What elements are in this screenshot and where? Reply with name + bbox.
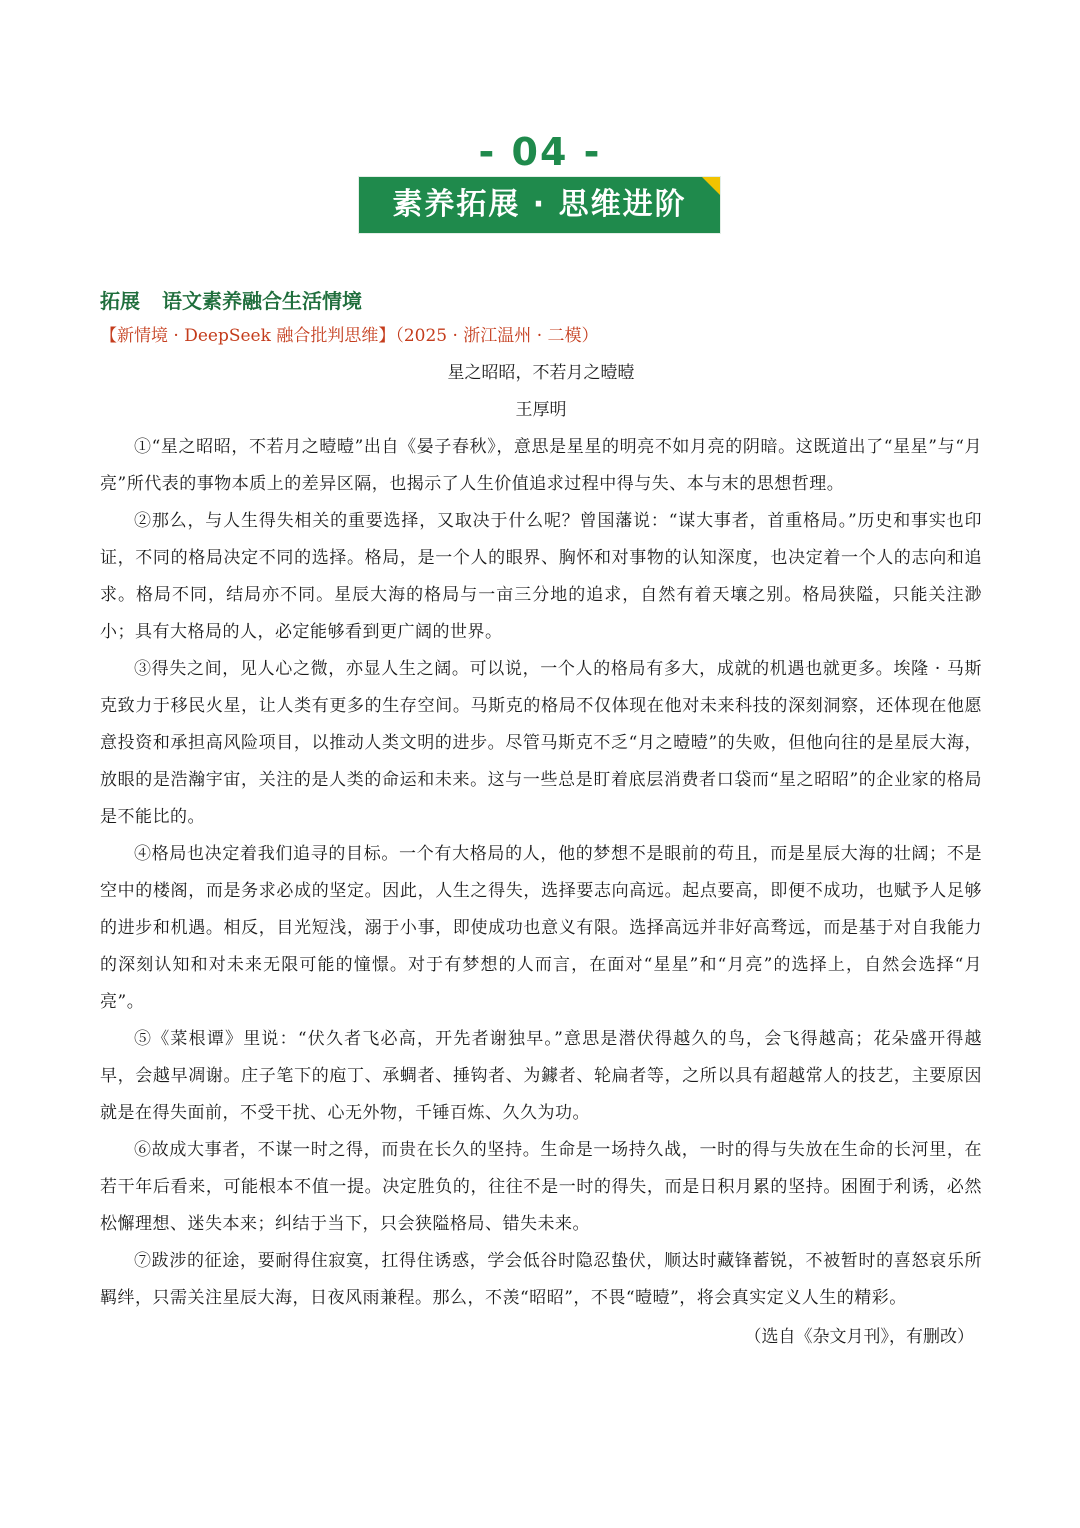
main-content <box>100 285 982 1356</box>
essay-paragraph-2: ②那么，与人生得失相关的重要选择，又取决于什么呢？曾国藩说：“谋大事者，首重格局。”历史和事实也印证，不同的格局决定不同的选择。格局，是一个人的眼界、胸怀和对事物的认知深度，也决定着一个人的志向和追求。格局不同，结局亦不同。星辰大海的格局与一亩三分地的追求，自然有着天壤之别。格局狭隘，只能关注渺小；具有大格局的人，必定能够看到更广阔的世界。 <box>100 511 982 642</box>
context-label: 【新情境 · DeepSeek 融合批判思维】 <box>100 326 396 346</box>
essay-paragraph-7: ⑦跋涉的征途，要耐得住寂寞，扛得住诱惑，学会低谷时隐忍蛰伏，顺达时藏锋蓄锐，不被暂时的喜怒哀乐所羁绊，只需关注星辰大海，日夜风雨兼程。那么，不羡“昭昭”，不畏“曀曀”，将会真实定义人生的精彩。 <box>100 1251 982 1308</box>
banner-corner-decoration <box>702 177 720 195</box>
topic-tag: 拓展 <box>100 289 140 313</box>
essay-paragraph-1: ①“星之昭昭，不若月之曀曀”出自《晏子春秋》，意思是星星的明亮不如月亮的阴暗。这既道出了“星星”与“月亮”所代表的事物本质上的差异区隔，也揭示了人生价值追求过程中得与失、本与末的思想哲理。 <box>100 437 982 494</box>
essay <box>100 355 982 1356</box>
topic-heading <box>100 285 982 317</box>
question-source <box>100 321 982 351</box>
exam-source: （2025 · 浙江温州 · 二模） <box>395 326 599 346</box>
essay-paragraph-5: ⑤《菜根谭》里说：“伏久者飞必高，开先者谢独早。”意思是潜伏得越久的鸟，会飞得越高；花朵盛开得越早，会越早凋谢。庄子笔下的庖丁、承蜩者、捶钩者、为鐻者、轮扁者等，之所以具有超越常人的技艺，主要原因就是在得失面前，不受干扰、心无外物，千锤百炼、久久为功。 <box>100 1029 982 1123</box>
essay-paragraph-3: ③得失之间，见人心之微，亦显人生之阔。可以说，一个人的格局有多大，成就的机遇也就更多。埃隆 · 马斯克致力于移民火星，让人类有更多的生存空间。马斯克的格局不仅体现在他对未来科技的深刻洞察，还体现在他愿意投资和承担高风险项目，以推动人类文明的进步。尽管马斯克不乏“月之曀曀”的失败，但他向往的是星辰大海，放眼的是浩瀚宇宙，关注的是人类的命运和未来。这与一些总是盯着底层消费者口袋而“星之昭昭”的企业家的格局是不能比的。 <box>100 659 982 827</box>
section-title-banner <box>359 177 720 233</box>
essay-author: 王厚明 <box>515 400 567 420</box>
topic-title: 语文素养融合生活情境 <box>162 289 362 313</box>
essay-paragraph-6: ⑥故成大事者，不谋一时之得，而贵在长久的坚持。生命是一场持久战，一时的得与失放在生命的长河里，在若干年后看来，可能根本不值一提。决定胜负的，往往不是一时的得失，而是日积月累的坚持。困囿于利诱，必然松懈理想、迷失本来；纠结于当下，只会狭隘格局、错失未来。 <box>100 1140 982 1234</box>
essay-paragraph-4: ④格局也决定着我们追寻的目标。一个有大格局的人，他的梦想不是眼前的苟且，而是星辰大海的壮阔；不是空中的楼阁，而是务求必成的坚定。因此，人生之得失，选择要志向高远。起点要高，即便不成功，也赋予人足够的进步和机遇。相反，目光短浅，溺于小事，即使成功也意义有限。选择高远并非好高骛远，而是基于对自我能力的深刻认知和对未来无限可能的憧憬。对于有梦想的人而言，在面对“星星”和“月亮”的选择上，自然会选择“月亮”。 <box>100 844 982 1012</box>
section-title: 素养拓展 · 思维进阶 <box>392 187 687 222</box>
section-header <box>0 128 1080 222</box>
essay-title: 星之昭昭，不若月之曀曀 <box>447 363 635 383</box>
essay-citation: （选自《杂文月刊》，有删改） <box>744 1327 974 1347</box>
section-number: - 04 - <box>478 130 602 174</box>
